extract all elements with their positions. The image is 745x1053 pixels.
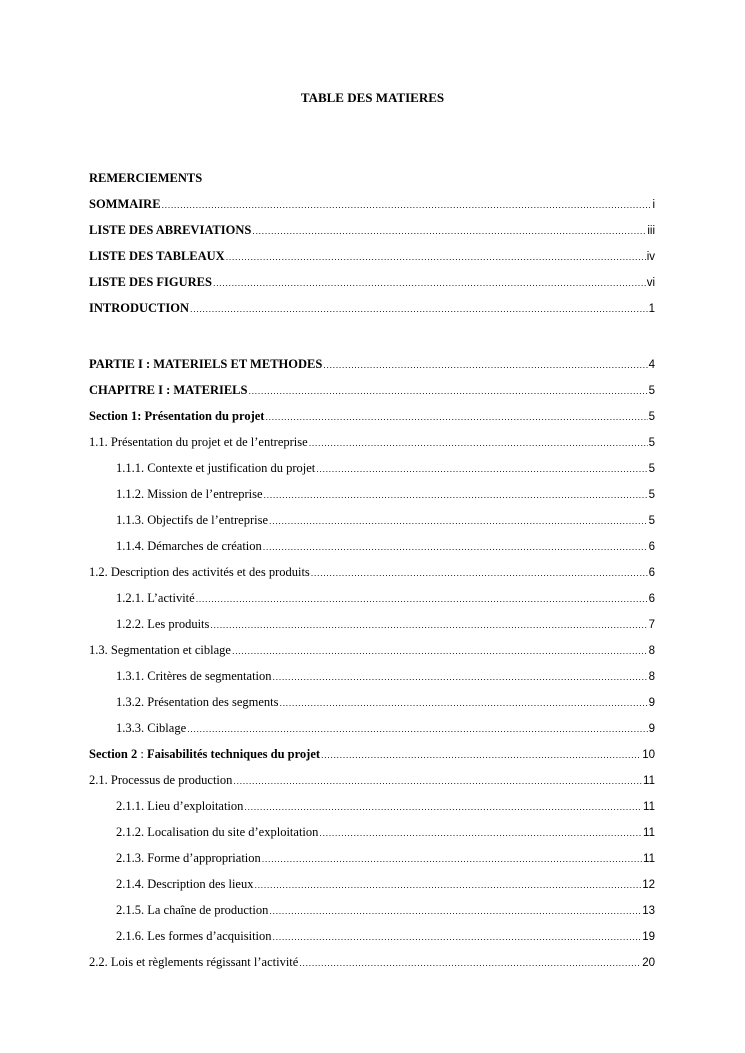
toc-entry-label: REMERCIEMENTS [89, 171, 203, 185]
toc-entry-label: INTRODUCTION [89, 301, 190, 315]
toc-entry[interactable] [89, 845, 655, 871]
toc-page-number: vi [646, 277, 655, 289]
toc-page-number: 11 [643, 775, 655, 787]
toc-entry-label: PARTIE I : MATERIELS ET METHODES [89, 357, 323, 371]
toc-dot-leader [323, 352, 647, 378]
toc-dot-leader [248, 378, 647, 404]
toc-dot-leader [273, 924, 642, 950]
toc-page-number: 11 [643, 801, 655, 813]
toc-entry[interactable] [89, 767, 655, 793]
toc-dot-leader [264, 482, 648, 508]
toc-dot-leader [162, 192, 652, 218]
toc-entry-label: 1.1. Présentation du projet et de l’entreprise [89, 435, 308, 449]
toc-entry-label: LISTE DES TABLEAUX [89, 249, 225, 263]
toc-dot-leader [279, 690, 647, 716]
toc-dot-leader [263, 534, 648, 560]
toc-entry-label: 1.3.1. Critères de segmentation [116, 669, 272, 683]
toc-dot-leader [210, 612, 647, 638]
toc-entry-label: CHAPITRE I : MATERIELS [89, 383, 248, 397]
toc-dot-leader [309, 430, 648, 456]
toc-entry-label: 1.2.1. L’activité [116, 591, 195, 605]
toc-entry[interactable] [89, 559, 655, 585]
toc-dot-leader [319, 820, 642, 846]
toc-entry[interactable] [89, 923, 655, 949]
toc-dot-leader [311, 560, 648, 586]
toc-dot-leader [316, 456, 647, 482]
toc-page-number: 6 [648, 541, 655, 553]
toc-entry-label: 2.1.6. Les formes d’acquisition [116, 929, 272, 943]
toc-entry-label: 2.2. Lois et règlements régissant l’activité [89, 955, 299, 969]
toc-entry-label: Section 1: Présentation du projet [89, 409, 265, 423]
toc-entry[interactable] [89, 611, 655, 637]
toc-entry[interactable] [89, 217, 655, 243]
toc-dot-leader [244, 794, 642, 820]
toc-entry[interactable] [89, 403, 655, 429]
toc-page-number: iv [646, 251, 655, 263]
toc-page-number: 5 [648, 489, 655, 501]
toc-page-number: 7 [648, 619, 655, 631]
toc-dot-leader [226, 244, 646, 270]
toc-dot-leader [269, 898, 641, 924]
toc-entry-label-part: Faisabilités techniques du projet [147, 747, 321, 761]
toc-entry[interactable] [89, 191, 655, 217]
toc-entry-label: 2.1.5. La chaîne de production [116, 903, 269, 917]
toc-page-number: 19 [642, 931, 655, 943]
toc-entry[interactable] [89, 377, 655, 403]
toc-entry-label: SOMMAIRE [89, 197, 161, 211]
toc-entry[interactable] [89, 351, 655, 377]
toc-entry-label: 1.3.3. Ciblage [116, 721, 187, 735]
toc-page-number: 6 [648, 593, 655, 605]
toc-entry-label: 2.1.1. Lieu d’exploitation [116, 799, 244, 813]
toc-dot-leader [196, 586, 648, 612]
toc-entry[interactable] [89, 741, 655, 767]
toc-dot-leader [265, 404, 647, 430]
toc-page-number: 9 [648, 723, 655, 735]
toc-entry[interactable] [89, 819, 655, 845]
toc-dot-leader [232, 638, 648, 664]
toc-page-number: iii [647, 225, 655, 237]
toc-entry[interactable] [89, 429, 655, 455]
toc-entry-label: 1.1.1. Contexte et justification du projet [116, 461, 316, 475]
toc-entry-label: LISTE DES ABREVIATIONS [89, 223, 252, 237]
toc-entry-label [89, 741, 320, 767]
toc-page-number: 8 [648, 645, 655, 657]
toc-page-number: 4 [648, 359, 655, 371]
toc-entry[interactable] [89, 533, 655, 559]
table-of-contents [89, 165, 655, 975]
toc-dot-leader [273, 664, 648, 690]
toc-entry-label: 1.1.2. Mission de l’entreprise [116, 487, 263, 501]
toc-entry[interactable] [89, 165, 655, 191]
toc-dot-leader [213, 270, 646, 296]
toc-dot-leader [262, 846, 642, 872]
toc-entry-label: 2.1. Processus de production [89, 773, 233, 787]
toc-entry-label: 1.3. Segmentation et ciblage [89, 643, 231, 657]
page-title: TABLE DES MATIERES [300, 90, 445, 105]
toc-entry[interactable] [89, 481, 655, 507]
toc-page-number: 8 [648, 671, 655, 683]
toc-entry[interactable] [89, 455, 655, 481]
toc-page-number: 5 [648, 411, 655, 423]
toc-entry-label: LISTE DES FIGURES [89, 275, 212, 289]
toc-entry-label-part: : [137, 747, 147, 761]
toc-page-number: 10 [642, 749, 655, 761]
toc-entry[interactable] [89, 295, 655, 321]
toc-entry[interactable] [89, 269, 655, 295]
toc-dot-leader [269, 508, 648, 534]
toc-entry[interactable] [89, 507, 655, 533]
toc-entry[interactable] [89, 949, 655, 975]
toc-page-number: 20 [642, 957, 655, 969]
toc-page-number: 5 [648, 463, 655, 475]
toc-entry[interactable] [89, 871, 655, 897]
toc-dot-leader [190, 296, 648, 322]
toc-page-number: 5 [648, 515, 655, 527]
toc-dot-leader [187, 716, 647, 742]
toc-page-number: 9 [648, 697, 655, 709]
toc-entry-label: 1.1.4. Démarches de création [116, 539, 262, 553]
toc-page-number: 12 [642, 879, 655, 891]
toc-entry[interactable] [89, 663, 655, 689]
toc-dot-leader [254, 872, 641, 898]
toc-page-number: 6 [648, 567, 655, 579]
toc-entry-label-part: Section 2 [89, 747, 138, 761]
toc-entry[interactable] [89, 793, 655, 819]
toc-entry[interactable] [89, 243, 655, 269]
toc-entry[interactable] [89, 585, 655, 611]
toc-page-number: 1 [648, 303, 655, 315]
toc-entry[interactable] [89, 897, 655, 923]
toc-entry-label: 1.1.3. Objectifs de l’entreprise [116, 513, 269, 527]
toc-page-number: 11 [643, 853, 655, 865]
toc-page-number: 5 [648, 437, 655, 449]
toc-entry-label: 1.3.2. Présentation des segments [116, 695, 279, 709]
toc-dot-leader [321, 742, 641, 768]
toc-dot-leader [252, 218, 646, 244]
toc-entry-label: 2.1.4. Description des lieux [116, 877, 254, 891]
toc-dot-leader [233, 768, 642, 794]
toc-entry-label: 1.2.2. Les produits [116, 617, 210, 631]
toc-page-number: 11 [643, 827, 655, 839]
toc-dot-leader [299, 950, 641, 976]
toc-entry-label: 2.1.2. Localisation du site d’exploitation [116, 825, 319, 839]
toc-entry-label: 1.2. Description des activités et des produits [89, 565, 310, 579]
toc-page-number: 5 [648, 385, 655, 397]
toc-page-number: i [652, 199, 655, 211]
toc-entry-label: 2.1.3. Forme d’appropriation [116, 851, 261, 865]
toc-page-number: 13 [642, 905, 655, 917]
toc-entry[interactable] [89, 689, 655, 715]
toc-entry[interactable] [89, 715, 655, 741]
toc-entry[interactable] [89, 637, 655, 663]
